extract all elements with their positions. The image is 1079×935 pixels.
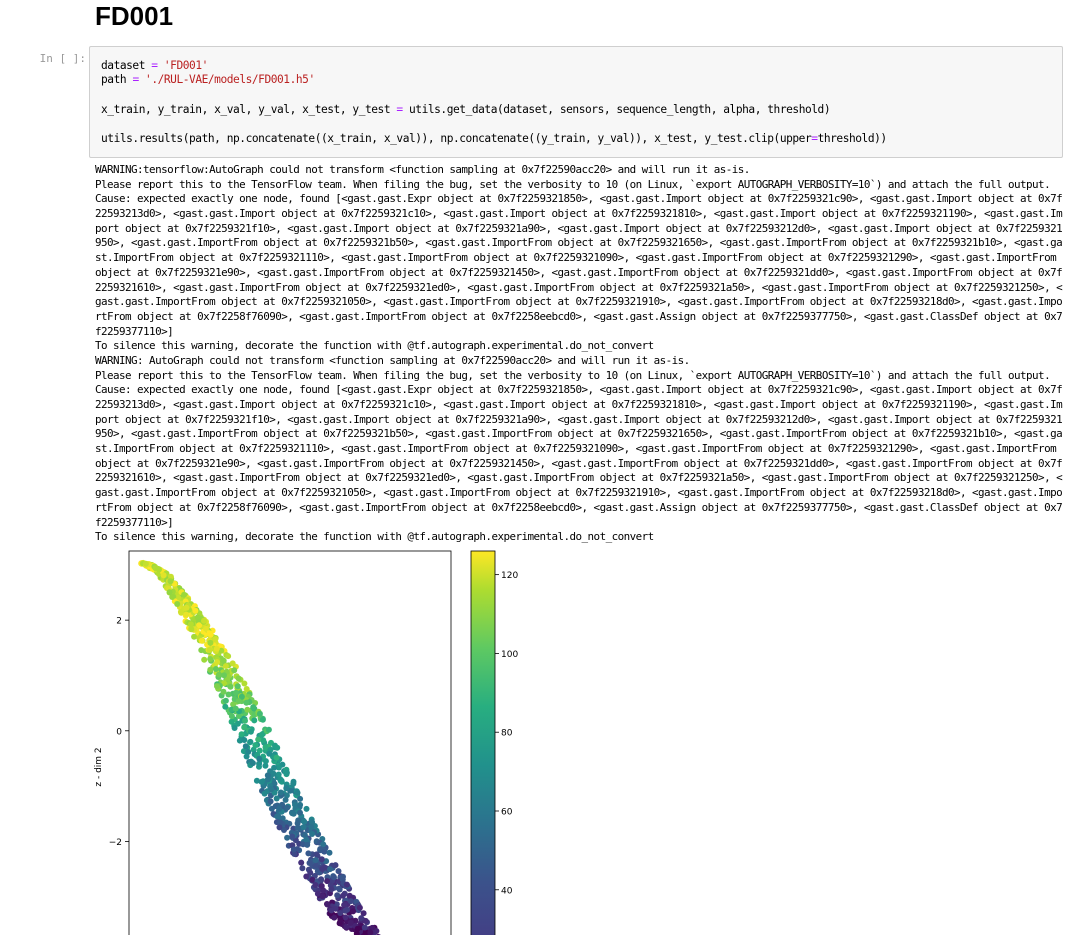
code-token: threshold)) (817, 132, 887, 145)
scatter-point (327, 850, 333, 856)
scatter-point (199, 638, 205, 644)
scatter-point (221, 689, 227, 695)
scatter-point (233, 690, 239, 696)
scatter-point (231, 667, 237, 673)
output-line: 950>, <gast.gast.ImportFrom object at 0x7f2259321b50>, <gast.gast.ImportFrom object at 0x7f2259321650>, <gast.gast.ImportFrom object at 0x7f2259321b10>, <gast.ga (95, 236, 1063, 250)
scatter-point (161, 572, 167, 578)
scatter-point (334, 892, 340, 898)
scatter-point (262, 791, 268, 797)
cell-prompt: In [ ]: (39, 52, 86, 65)
colorbar-tick-label: 100 (501, 649, 519, 660)
scatter-point (304, 806, 310, 812)
scatter-point (274, 755, 280, 761)
scatter-point (251, 717, 257, 723)
output-line: To silence this warning, decorate the function with @tf.autograph.experimental.do_not_convert (95, 530, 654, 544)
scatter-point (291, 847, 297, 853)
scatter-point (319, 893, 325, 899)
scatter-point (318, 876, 324, 882)
output-line: port object at 0x7f2259321f10>, <gast.gast.Import object at 0x7f2259321a90>, <gast.gast.Import object at 0x7f22593212d0>, <gast.gast.Import object at 0x7f2259321 (95, 221, 1063, 235)
scatter-point (301, 824, 307, 830)
scatter-point (284, 785, 290, 791)
colorbar-tick-label: 60 (501, 807, 513, 818)
scatter-point (312, 882, 318, 888)
scatter-point (167, 589, 173, 595)
scatter-point (257, 711, 263, 717)
scatter-point (337, 910, 343, 916)
scatter-point (248, 729, 254, 735)
scatter-point (155, 566, 161, 572)
y-tick-label: 2 (116, 616, 122, 627)
output-line: Please report this to the TensorFlow team. When filing the bug, set the verbosity to 10 (on Linux, `export AUTOGRAPH_VERBOSITY=10`) and attach the full output. (95, 177, 1051, 191)
scatter-point (283, 770, 289, 776)
scatter-point (207, 640, 213, 646)
output-line: 2259321610>, <gast.gast.ImportFrom object at 0x7f2259321ed0>, <gast.gast.ImportFrom object at 0x7f2259321a50>, <gast.gast.ImportFrom object at 0x7f2259321250>, < (95, 280, 1063, 294)
code-string: 'FD001' (163, 59, 208, 72)
scatter-point (328, 886, 334, 892)
scatter-point (297, 810, 303, 816)
output-line: To silence this warning, decorate the function with @tf.autograph.experimental.do_not_convert (95, 339, 654, 353)
code-operator: = (811, 132, 818, 145)
code-token: utils.get_data(dataset, sensors, sequence_length, alpha, threshold) (402, 103, 831, 116)
scatter-point (319, 856, 325, 862)
output-line: 22593213d0>, <gast.gast.Import object at 0x7f2259321c10>, <gast.gast.Import object at 0x7f2259321810>, <gast.gast.Import object at 0x7f2259321190>, <gast.gast.Im (95, 207, 1063, 221)
output-line: gast.gast.ImportFrom object at 0x7f2259321050>, <gast.gast.ImportFrom object at 0x7f2259321910>, <gast.gast.ImportFrom object at 0x7f22593218d0>, <gast.gast.Impo (95, 295, 1063, 309)
scatter-point (319, 866, 325, 872)
scatter-point (230, 660, 236, 666)
code-token: utils.results(path, np.concatenate((x_train, x_val)), np.concatenate((y_train, y_val)), x_test, y_test.clip(upper (101, 132, 812, 145)
scatter-point (213, 666, 219, 672)
scatter-point (303, 874, 309, 880)
scatter-point (244, 754, 250, 760)
scatter-point (336, 868, 342, 874)
scatter-point (214, 659, 220, 665)
code-operator: = (151, 59, 158, 72)
scatter-point (242, 718, 248, 724)
output-line: f2259377110>] (95, 324, 174, 338)
scatter-point (268, 798, 274, 804)
scatter-point (228, 684, 234, 690)
scatter-point (184, 605, 190, 611)
output-line: gast.gast.ImportFrom object at 0x7f2259321050>, <gast.gast.ImportFrom object at 0x7f2259321910>, <gast.gast.ImportFrom object at 0x7f22593218d0>, <gast.gast.Impo (95, 486, 1063, 500)
latent-space-scatter-plot (85, 545, 645, 935)
scatter-point (247, 739, 253, 745)
scatter-point (221, 658, 227, 664)
scatter-point (357, 905, 363, 911)
scatter-point (207, 647, 213, 653)
code-operator: = (132, 73, 139, 86)
scatter-point (348, 898, 354, 904)
scatter-point (250, 704, 256, 710)
scatter-point (198, 647, 204, 653)
scatter-point (313, 857, 319, 863)
scatter-point (260, 717, 266, 723)
output-line: object at 0x7f2259321e90>, <gast.gast.ImportFrom object at 0x7f2259321450>, <gast.gast.ImportFrom object at 0x7f2259321dd0>, <gast.gast.ImportFrom object at 0x7f (95, 265, 1063, 279)
scatter-point (214, 646, 220, 652)
scatter-point (222, 704, 228, 710)
scatter-point (250, 760, 256, 766)
code-line[interactable] (101, 59, 208, 73)
scatter-point (308, 824, 314, 830)
scatter-point (225, 653, 231, 659)
scatter-point (260, 737, 266, 743)
scatter-point (307, 860, 313, 866)
scatter-point (259, 779, 265, 785)
scatter-point (274, 745, 280, 751)
scatter-point (191, 634, 197, 640)
scatter-point (303, 837, 309, 843)
y-axis-label: z - dim 2 (94, 747, 104, 787)
scatter-point (297, 796, 303, 802)
plot-axes-frame (129, 551, 451, 935)
output-line: WARNING:tensorflow:AutoGraph could not transform <function sampling at 0x7f22590acc20> and will run it as-is. (95, 163, 750, 176)
code-token: path (101, 73, 133, 86)
scatter-point (344, 882, 350, 888)
scatter-point (241, 681, 247, 687)
cell-output (95, 163, 1065, 545)
scatter-point (277, 776, 283, 782)
scatter-point (276, 806, 282, 812)
code-string: './RUL-VAE/models/FD001.h5' (145, 73, 315, 86)
scatter-point (266, 751, 272, 757)
code-line[interactable] (101, 103, 830, 117)
scatter-point (239, 731, 245, 737)
output-line: f2259377110>] (95, 515, 174, 529)
scatter-point (304, 842, 310, 848)
scatter-point (259, 732, 265, 738)
scatter-point (193, 608, 199, 614)
scatter-point (241, 737, 247, 743)
output-line: 2259321610>, <gast.gast.ImportFrom object at 0x7f2259321ed0>, <gast.gast.ImportFrom object at 0x7f2259321a50>, <gast.gast.ImportFrom object at 0x7f2259321250>, < (95, 471, 1063, 485)
y-tick-label: 0 (116, 727, 122, 738)
scatter-point (244, 686, 250, 692)
scatter-point (321, 849, 327, 855)
output-line: port object at 0x7f2259321f10>, <gast.gast.Import object at 0x7f2259321a90>, <gast.gast.Import object at 0x7f22593212d0>, <gast.gast.Import object at 0x7f2259321 (95, 412, 1063, 426)
scatter-point (301, 819, 307, 825)
colorbar-tick-label: 120 (501, 571, 519, 582)
scatter-point (358, 915, 364, 921)
scatter-point (236, 675, 242, 681)
y-axis-ticks (109, 617, 129, 848)
scatter-point (283, 797, 289, 803)
scatter-point (289, 833, 295, 839)
scatter-point (289, 810, 295, 816)
scatter-point (295, 820, 301, 826)
scatter-point (274, 796, 280, 802)
scatter-point (328, 907, 334, 913)
scatter-point (290, 781, 296, 787)
scatter-point (244, 707, 250, 713)
output-line: object at 0x7f2259321e90>, <gast.gast.ImportFrom object at 0x7f2259321450>, <gast.gast.ImportFrom object at 0x7f2259321dd0>, <gast.gast.ImportFrom object at 0x7f (95, 456, 1063, 470)
scatter-point (331, 874, 337, 880)
colorbar-ticks (495, 571, 518, 896)
scatter-point (223, 663, 229, 669)
scatter-point (298, 860, 304, 866)
code-cell[interactable] (89, 46, 1063, 158)
code-line[interactable] (101, 132, 887, 146)
code-token: dataset (101, 59, 152, 72)
scatter-point (232, 725, 238, 731)
scatter-point (207, 667, 213, 673)
code-token: x_train, y_train, x_val, y_val, x_test, y_test (101, 103, 397, 116)
scatter-point (181, 592, 187, 598)
scatter-point (305, 850, 311, 856)
output-line: rtFrom object at 0x7f2258f76090>, <gast.gast.ImportFrom object at 0x7f2258eebcd0>, <gast.gast.Assign object at 0x7f2259377750>, <gast.gast.ClassDef object at 0x7 (95, 500, 1063, 514)
scatter-point (241, 724, 247, 730)
output-line: 950>, <gast.gast.ImportFrom object at 0x7f2259321b50>, <gast.gast.ImportFrom object at 0x7f2259321650>, <gast.gast.ImportFrom object at 0x7f2259321b10>, <gast.ga (95, 427, 1063, 441)
scatter-point (277, 824, 283, 830)
colorbar-tick-label: 40 (501, 886, 513, 897)
scatter-point (223, 698, 229, 704)
scatter-point (252, 742, 258, 748)
scatter-point (229, 713, 235, 719)
scatter-point (336, 886, 342, 892)
scatter-point (309, 831, 315, 837)
scatter-point (337, 917, 343, 923)
scatter-point (319, 883, 325, 889)
output-line: WARNING: AutoGraph could not transform <function sampling at 0x7f22590acc20> and will run it as-is. (95, 353, 690, 367)
notebook-heading: FD001 (95, 1, 174, 31)
output-line: 22593213d0>, <gast.gast.Import object at 0x7f2259321c10>, <gast.gast.Import object at 0x7f2259321810>, <gast.gast.Import object at 0x7f2259321190>, <gast.gast.Im (95, 398, 1063, 411)
scatter-point (327, 866, 333, 872)
scatter-point (183, 612, 189, 618)
scatter-point (221, 672, 227, 678)
colorbar-tick-label: 80 (501, 728, 513, 739)
scatter-point (309, 877, 315, 883)
scatter-point (268, 786, 274, 792)
scatter-point (274, 813, 280, 819)
scatter-point (243, 700, 249, 706)
scatter-point (350, 908, 356, 914)
output-line: Please report this to the TensorFlow team. When filing the bug, set the verbosity to 10 (on Linux, `export AUTOGRAPH_VERBOSITY=10`) and attach the full output. (95, 368, 1051, 382)
scatter-point (236, 698, 242, 704)
scatter-point (266, 727, 272, 733)
scatter-point (212, 636, 218, 642)
scatter-point (201, 657, 207, 663)
scatter-point (284, 835, 290, 841)
scatter-point (201, 618, 207, 624)
y-tick-label: −2 (108, 837, 122, 848)
scatter-point (340, 893, 346, 899)
code-operator: = (396, 103, 403, 116)
scatter-point (284, 805, 290, 811)
output-line: Cause: expected exactly one node, found [<gast.gast.Expr object at 0x7f2259321850>, <gast.gast.Import object at 0x7f2259321c90>, <gast.gast.Import object at 0x7f (95, 192, 1063, 206)
output-line: rtFrom object at 0x7f2258f76090>, <gast.gast.ImportFrom object at 0x7f2258eebcd0>, <gast.gast.Assign object at 0x7f2259377750>, <gast.gast.ClassDef object at 0x7 (95, 309, 1063, 323)
scatter-point (295, 790, 301, 796)
scatter-point (265, 772, 271, 778)
output-line: st.ImportFrom object at 0x7f2259321110>, <gast.gast.ImportFrom object at 0x7f2259321090>, <gast.gast.ImportFrom object at 0x7f2259321290>, <gast.gast.ImportFrom (95, 251, 1057, 265)
scatter-point (278, 790, 284, 796)
scatter-point (233, 706, 239, 712)
scatter-point (214, 683, 220, 689)
scatter-point (188, 621, 194, 627)
scatter-point (174, 601, 180, 607)
scatter-point (235, 683, 241, 689)
colorbar (471, 551, 495, 935)
scatter-point (143, 561, 149, 567)
output-line: st.ImportFrom object at 0x7f2259321110>, <gast.gast.ImportFrom object at 0x7f2259321090>, <gast.gast.ImportFrom object at 0x7f2259321290>, <gast.gast.ImportFrom (95, 442, 1057, 456)
code-line[interactable] (101, 73, 315, 87)
scatter-point (362, 925, 368, 931)
scatter-point (262, 763, 268, 769)
scatter-point (168, 578, 174, 584)
scatter-point (207, 656, 213, 662)
output-line: Cause: expected exactly one node, found [<gast.gast.Expr object at 0x7f2259321850>, <gast.gast.Import object at 0x7f2259321c90>, <gast.gast.Import object at 0x7f (95, 383, 1063, 397)
scatter-point (256, 756, 262, 762)
scatter-point (299, 865, 305, 871)
scatter-point (206, 630, 212, 636)
